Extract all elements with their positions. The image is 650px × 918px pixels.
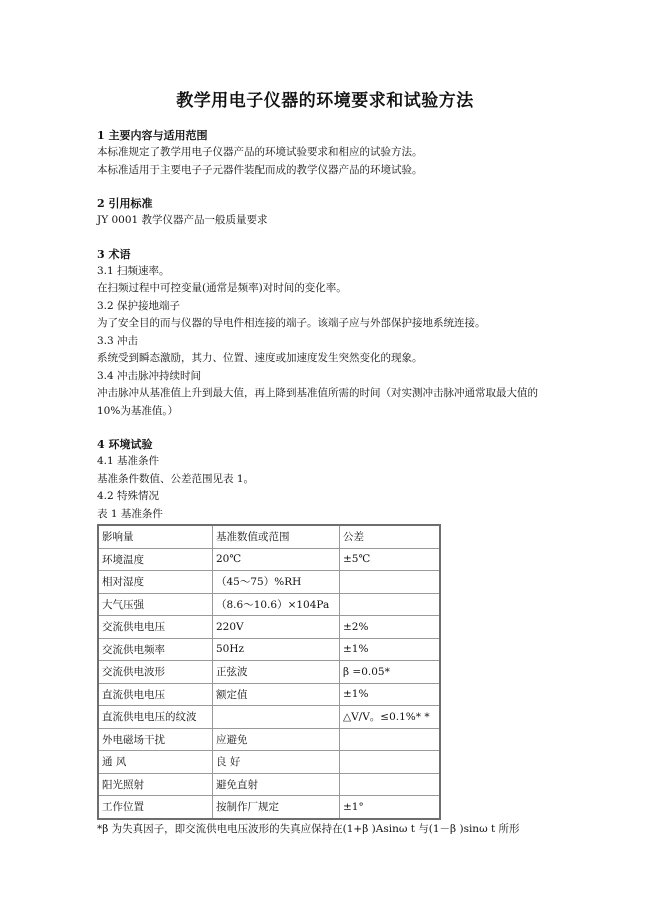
section-4-heading: 4 环境试验 [97,438,153,451]
table-cell: 正弦波 [213,661,340,684]
term-definition: 在扫频过程中可控变量(通常是频率)对时间的变化率。 [97,282,347,294]
table-cell [340,751,441,774]
table-cell: （8.6～10.6）×104Pa [213,593,340,616]
table-header-cell: 基准数值或范围 [213,525,340,548]
document-body [97,127,557,838]
table-cell: 外电磁场干扰 [98,728,213,751]
table-caption: 表 1 基准条件 [97,507,163,520]
table-cell: 50Hz [213,638,340,661]
table-cell: ±2% [340,616,441,639]
reference-conditions-table [97,524,441,820]
table-cell: 交流供电波形 [98,661,213,684]
subsection-title: 4.1 基准条件 [97,455,160,467]
term-definition: 系统受到瞬态激励，其力、位置、速度或加速度发生突然变化的现象。 [97,352,423,364]
table-cell: 通 风 [98,751,213,774]
table-row [98,683,440,706]
section-2-paragraph: JY 0001 教学仪器产品一般质量要求 [97,214,268,226]
table-cell [340,593,441,616]
table-cell: 相对湿度 [98,571,213,594]
table-row [98,571,440,594]
table-cell: ±1% [340,638,441,661]
table-row [98,706,440,729]
term-definition: 为了安全目的而与仪器的导电件相连接的端子。该端子应与外部保护接地系统连接。 [97,317,486,329]
table-row [98,638,440,661]
term-title: 3.1 扫频速率。 [97,264,170,277]
table-cell: 阳光照射 [98,773,213,796]
table-cell: β =0.05* [340,661,441,684]
table-row [98,616,440,639]
table-row [98,751,440,774]
page-title: 教学用电子仪器的环境要求和试验方法 [176,91,474,111]
table-cell: 良 好 [213,751,340,774]
table-cell [340,773,441,796]
table-cell: 直流供电电压的纹波 [98,706,213,729]
table-row [98,593,440,616]
table-row [98,796,440,819]
term-title: 3.4 冲击脉冲持续时间 [97,369,202,382]
table-cell [340,571,441,594]
table-cell [213,706,340,729]
section-3-heading: 3 术语 [97,247,131,261]
section-1-paragraph: 本标准规定了教学用电子仪器产品的环境试验要求和相应的试验方法。 [97,146,423,158]
table-header-row [98,525,440,548]
subsection-title: 4.2 特殊情况 [97,490,160,502]
table-cell: 220V [213,616,340,639]
table-cell: 额定值 [213,683,340,706]
table-header-cell: 影响量 [98,525,213,548]
table-footnote: *β 为失真因子，即交流供电电压波形的失真应保持在(1+β )Asinω t 与(1－β )sinω t 所形 [97,822,520,835]
term-definition: 冲击脉冲从基准值上升到最大值，再上降到基准值所需的时间（对实测冲击脉冲通常取最大值的 10%为基准值。） [97,387,538,417]
table-cell: ±1° [340,796,441,819]
table-cell: △V/V。≤0.1%* * [340,706,441,729]
table-row [98,661,440,684]
table-cell [340,728,441,751]
table-cell: 交流供电频率 [98,638,213,661]
section-2-heading: 2 引用标准 [97,197,153,210]
subsection-paragraph: 基准条件数值、公差范围见表 1。 [97,472,255,485]
table-row [98,773,440,796]
table-cell: 避免直射 [213,773,340,796]
term-title: 3.3 冲击 [97,334,139,347]
table-cell: 直流供电电压 [98,683,213,706]
table-cell: （45～75）%RH [213,571,340,594]
table-cell: 交流供电电压 [98,616,213,639]
table-cell: 环境温度 [98,548,213,571]
table-row [98,548,440,571]
table-cell: 工作位置 [98,796,213,819]
section-1-heading: 1 主要内容与适用范围 [97,129,208,142]
table-cell: 应避免 [213,728,340,751]
table-row [98,728,440,751]
table-cell: ±1% [340,683,441,706]
table-cell: ±5℃ [340,548,441,571]
table-cell: 大气压强 [98,593,213,616]
table-cell: 按制作厂规定 [213,796,340,819]
section-1-paragraph: 本标准适用于主要电子子元器件装配而成的教学仪器产品的环境试验。 [97,163,423,176]
term-title: 3.2 保护接地端子 [97,299,181,312]
table-cell: 20℃ [213,548,340,571]
table-header-cell: 公差 [340,525,441,548]
